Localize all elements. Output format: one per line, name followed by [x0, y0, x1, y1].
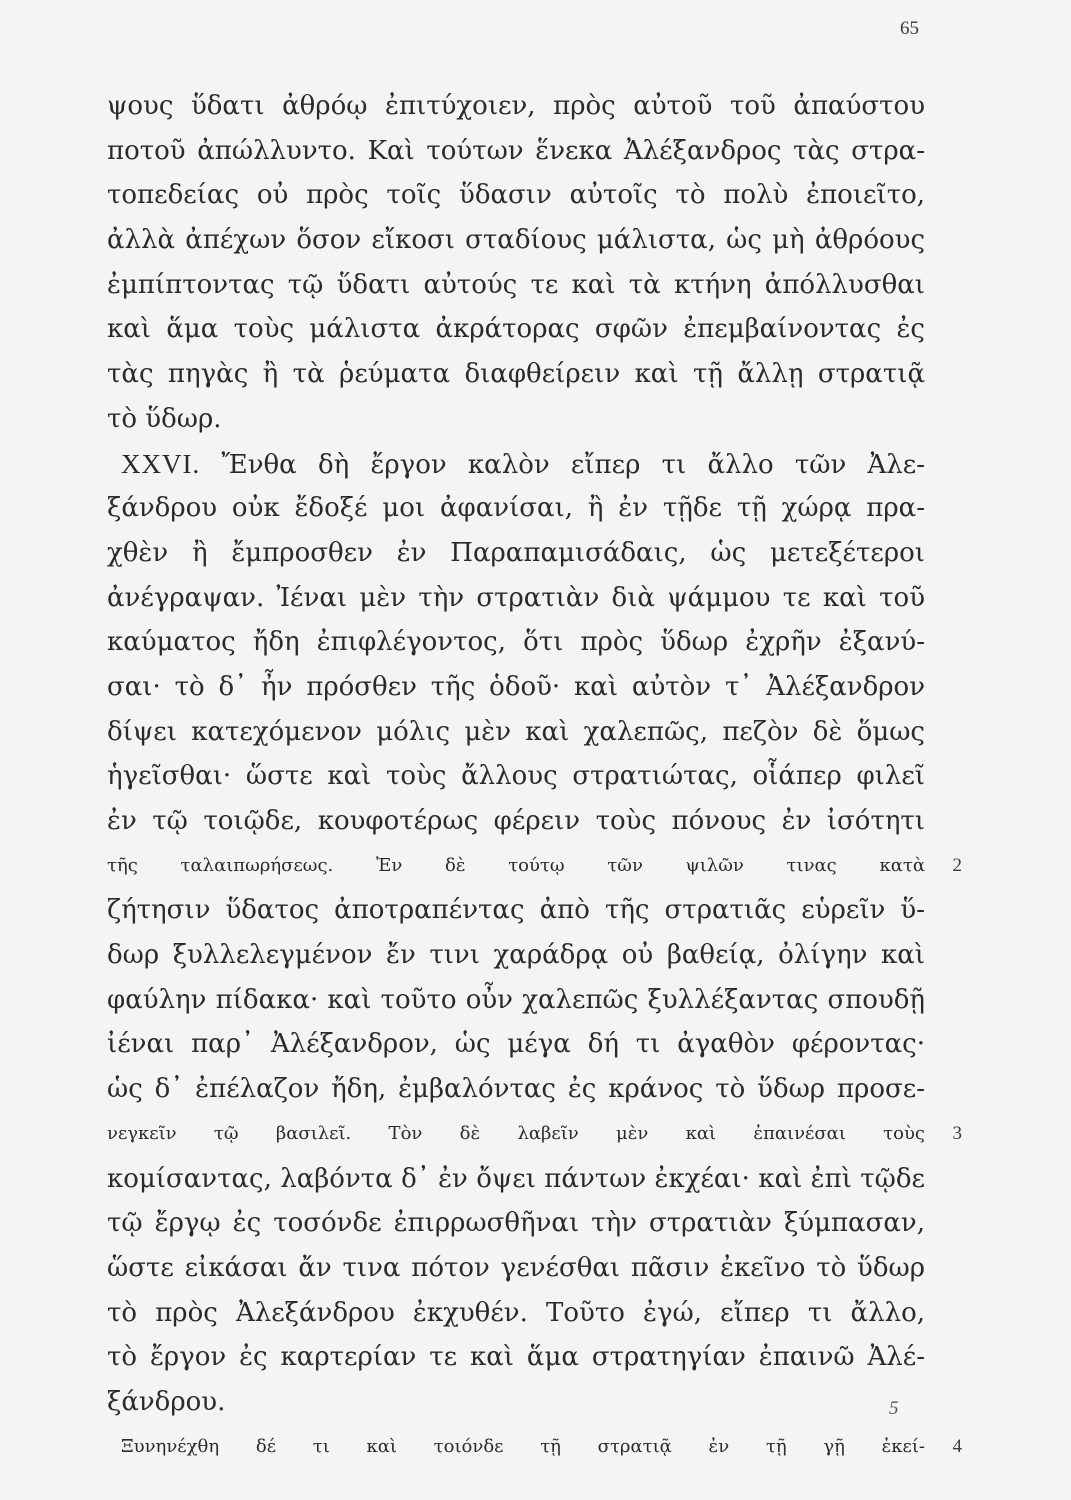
- text-line: τὸ ἔργον ἐς καρτερίαν τε καὶ ἅμα στρατηγίαν ἐπαινῶ Ἀλέ-: [107, 1342, 925, 1373]
- body-text: [107, 84, 962, 1469]
- text-line: τὸ ὕδωρ.: [107, 403, 222, 434]
- text-line: ἐμπίπτοντας τῷ ὕδατι αὐτούς τε καὶ τὰ κτήνη ἀπόλλυσθαι: [107, 269, 925, 300]
- text-line: ἀνέγραψαν. Ἰέναι μὲν τὴν στρατιὰν διὰ ψάμμου τε καὶ τοῦ: [107, 582, 925, 613]
- text-line: σαι· τὸ δ᾿ ἦν πρόσθεν τῆς ὁδοῦ· καὶ αὐτὸν τ᾿ Ἀλέξανδρον: [107, 671, 925, 702]
- text-line: ποτοῦ ἀπώλλυντο. Καὶ τούτων ἕνεκα Ἀλέξανδρος τὰς στρα-: [107, 135, 925, 166]
- text-line: ψους ὕδατι ἀθρόῳ ἐπιτύχοιεν, πρὸς αὐτοῦ τοῦ ἀπαύστου: [107, 91, 925, 121]
- text-line: ἰέναι παρ᾿ Ἀλέξανδρον, ὡς μέγα δή τι ἀγαθὸν φέροντας·: [107, 1029, 925, 1060]
- chapter-first-line-text: Ἔνθα δὴ ἔργον καλὸν εἴπερ τι ἄλλο τῶν Ἀλε-: [221, 449, 926, 480]
- text-line-content: τῆς ταλαιπωρήσεως. Ἐν δὲ τούτῳ τῶν ψιλῶν τινας κατὰ: [107, 854, 925, 876]
- text-line: τὸ πρὸς Ἀλεξάνδρου ἐκχυθέν. Τοῦτο ἐγώ, εἴπερ τι ἄλλο,: [107, 1297, 925, 1328]
- text-line-content: νεγκεῖν τῷ βασιλεῖ. Τὸν δὲ λαβεῖν μὲν καὶ ἐπαινέσαι τοὺς: [107, 1122, 925, 1144]
- signature-mark: 5: [889, 1398, 899, 1419]
- text-line: χθὲν ἢ ἔμπροσθεν ἐν Παραπαμισάδαις, ὡς μετεξέτεροι: [107, 537, 925, 568]
- text-line: ἀλλὰ ἀπέχων ὅσον εἴκοσι σταδίους μάλιστα, ὡς μὴ ἀθρόους: [107, 225, 925, 256]
- text-line: τοπεδείας οὐ πρὸς τοῖς ὕδασιν αὐτοῖς τὸ πολὺ ἐποιεῖτο,: [107, 180, 925, 211]
- section-number: 4: [952, 1435, 962, 1457]
- text-line: ὡς δ᾿ ἐπέλαζον ἤδη, ἐμβαλόντας ἐς κράνος τὸ ὕδωρ προσε-: [107, 1074, 925, 1105]
- text-line: ζήτησιν ὕδατος ἀποτραπέντας ἀπὸ τῆς στρατιᾶς εὑρεῖν ὕ-: [107, 895, 925, 926]
- text-line-content: Ξυνηνέχθη δέ τι καὶ τοιόνδε τῇ στρατιᾷ ἐν τῇ γῇ ἐκεί-: [121, 1435, 925, 1457]
- text-line-section-2: [107, 844, 962, 889]
- text-line: ἐν τῷ τοιῷδε, κουφοτέρως φέρειν τοὺς πόνους ἐν ἰσότητι: [107, 806, 925, 836]
- text-line: δωρ ξυλλελεγμένον ἔν τινι χαράδρᾳ οὐ βαθείᾳ, ὀλίγην καὶ: [107, 940, 925, 971]
- chapter-opening-line: [107, 442, 925, 487]
- section-number: 2: [952, 854, 962, 876]
- text-line: καὶ ἅμα τοὺς μάλιστα ἀκράτορας σφῶν ἐπεμβαίνοντας ἐς: [107, 314, 925, 345]
- page-number: 65: [900, 18, 919, 39]
- text-line: κομίσαντας, λαβόντα δ᾿ ἐν ὄψει πάντων ἐκχέαι· καὶ ἐπὶ τῷδε: [107, 1163, 925, 1194]
- text-line: ξάνδρου οὐκ ἔδοξέ μοι ἀφανίσαι, ἢ ἐν τῇδε τῇ χώρᾳ πρα-: [107, 493, 925, 524]
- text-line: δίψει κατεχόμενον μόλις μὲν καὶ χαλεπῶς, πεζὸν δὲ ὅμως: [107, 716, 925, 747]
- text-line: ἡγεῖσθαι· ὥστε καὶ τοὺς ἄλλους στρατιώτας, οἷάπερ φιλεῖ: [107, 761, 925, 792]
- section-number: 3: [952, 1122, 962, 1144]
- chapter-numeral: XXVI.: [121, 448, 201, 479]
- text-line: καύματος ἤδη ἐπιφλέγοντος, ὅτι πρὸς ὕδωρ ἐχρῆν ἐξανύ-: [107, 627, 925, 658]
- text-line: φαύλην πίδακα· καὶ τοῦτο οὖν χαλεπῶς ξυλλέξαντας σπουδῇ: [107, 984, 925, 1015]
- text-line: τῷ ἔργῳ ἐς τοσόνδε ἐπιρρωσθῆναι τὴν στρατιὰν ξύμπασαν,: [107, 1208, 925, 1239]
- text-line: ξάνδρου.: [107, 1386, 226, 1417]
- text-line-section-4: [107, 1425, 962, 1470]
- text-line-section-3: [107, 1112, 962, 1157]
- text-line: ὥστε εἰκάσαι ἄν τινα πότον γενέσθαι πᾶσιν ἐκεῖνο τὸ ὕδωρ: [107, 1252, 925, 1283]
- text-line: τὰς πηγὰς ἢ τὰ ῥεύματα διαφθείρειν καὶ τῇ ἄλλῃ στρατιᾷ: [107, 359, 925, 390]
